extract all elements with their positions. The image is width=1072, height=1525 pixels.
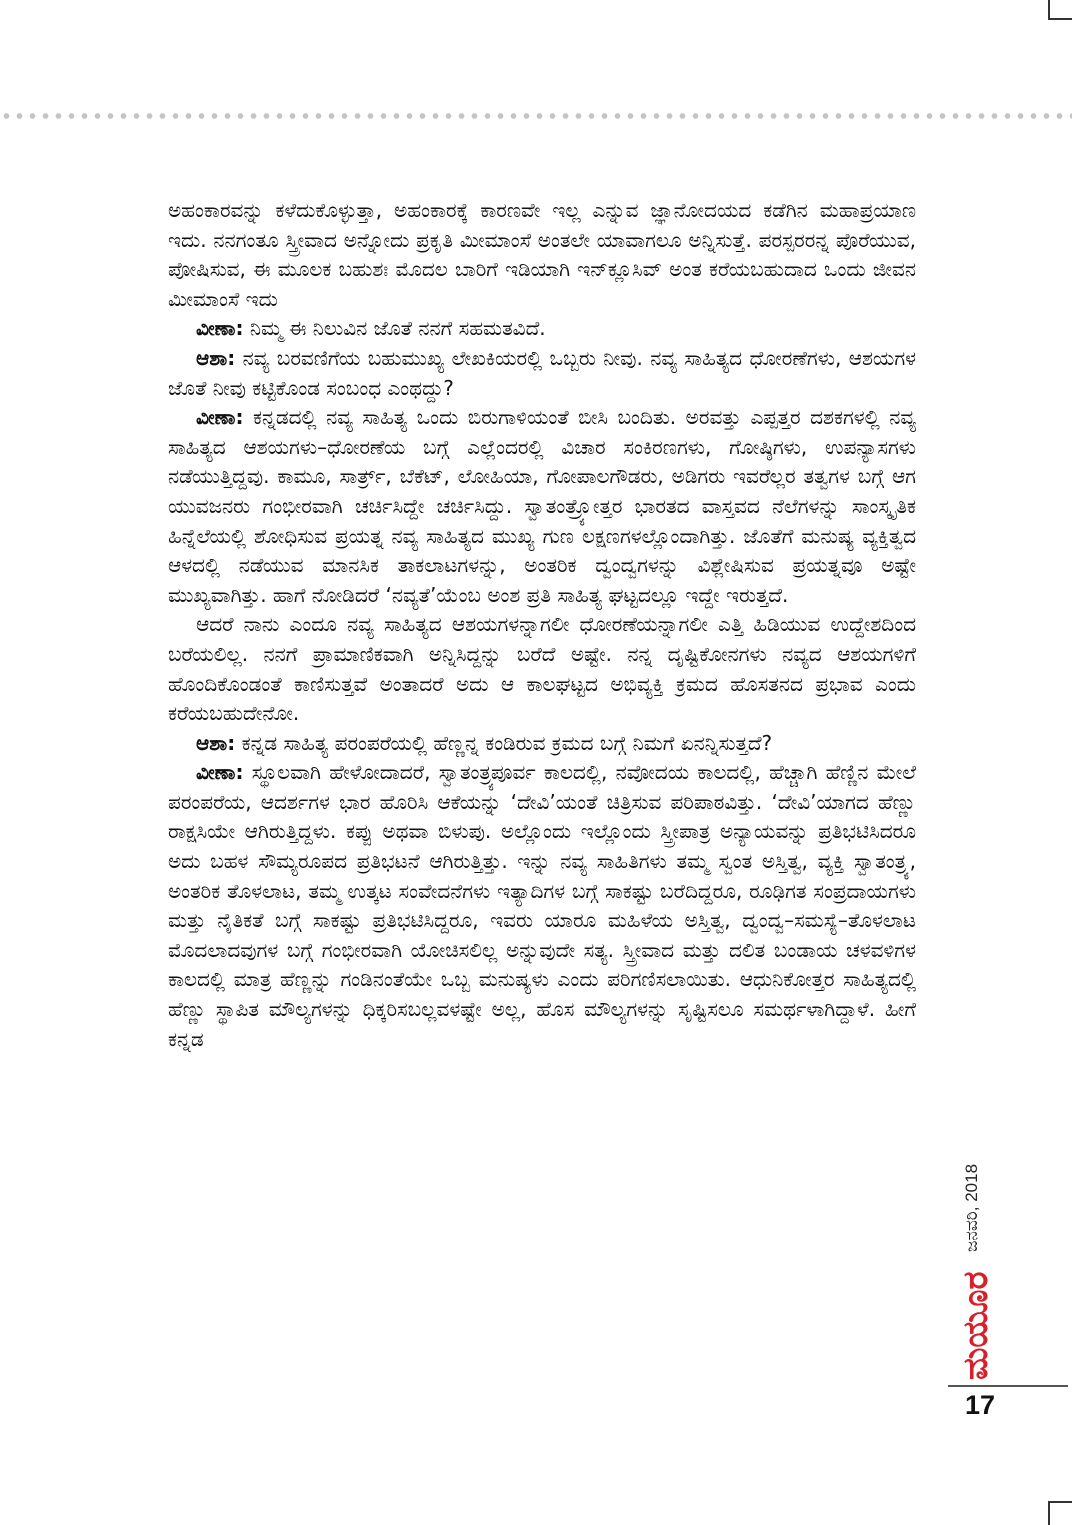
page-number-rule [948, 1385, 1068, 1387]
paragraph [168, 196, 916, 314]
header-dotted-rule [0, 112, 1072, 120]
speaker-label: ವೀಣಾ: [196, 760, 244, 785]
paragraph [168, 729, 916, 759]
paragraph-text: ಸ್ಥೂಲವಾಗಿ ಹೇಳೋದಾದರೆ, ಸ್ವಾತಂತ್ರ್ಯಪೂರ್ವ ಕಾಲದಲ್ಲಿ, ನವೋದಯ ಕಾಲದಲ್ಲಿ, ಹೆಚ್ಚಾಗಿ ಹೆಣ್ಣಿನ ಮೇಲೆ ಪರಂಪರೆಯ, ಆದರ್ಶಗಳ ಭಾರ ಹೊರಿಸಿ ಆಕೆಯನ್ನು ‘ದೇವಿ’ಯಂತೆ ಚಿತ್ರಿಸುವ ಪರಿಪಾಠವಿತ್ತು. ‘ದೇವಿ’ಯಾಗದ ಹೆಣ್ಣು ರಾಕ್ಷಸಿಯೇ ಆಗಿರುತ್ತಿದ್ದಳು. ಕಪ್ಪು ಅಥವಾ ಬಿಳುಪು. ಅಲ್ಲೊಂದು ಇಲ್ಲೊಂದು ಸ್ತ್ರೀಪಾತ್ರ ಅನ್ಯಾಯವನ್ನು ಪ್ರತಿಭಟಿಸಿದರೂ ಅದು ಬಹಳ ಸೌಮ್ಯರೂಪದ ಪ್ರತಿಭಟನೆ ಆಗಿರುತ್ತಿತ್ತು. ಇನ್ನು ನವ್ಯ ಸಾಹಿತಿಗಳು ತಮ್ಮ ಸ್ವಂತ ಅಸ್ತಿತ್ವ, ವ್ಯಕ್ತಿ ಸ್ವಾತಂತ್ರ್ಯ, ಅಂತರಿಕ ತೊಳಲಾಟ, ತಮ್ಮ ಉತ್ಕಟ ಸಂವೇದನೆಗಳು ಇತ್ಯಾದಿಗಳ ಬಗ್ಗೆ ಸಾಕಷ್ಟು ಬರೆದಿದ್ದರೂ, ರೂಢಿಗತ ಸಂಪ್ರದಾಯಗಳು ಮತ್ತು ನೈತಿಕತೆ ಬಗ್ಗೆ ಸಾಕಷ್ಟು ಪ್ರತಿಭಟಿಸಿದ್ದರೂ, ಇವರು ಯಾರೂ ಮಹಿಳೆಯ ಅಸ್ತಿತ್ವ, ದ್ವಂದ್ವ–ಸಮಸ್ಯೆ–ತೊಳಲಾಟ ಮೊದಲಾದವುಗಳ ಬಗ್ಗೆ ಗಂಭೀರವಾಗಿ ಯೋಚಿಸಲಿಲ್ಲ ಅನ್ನುವುದೇ ಸತ್ಯ. ಸ್ತ್ರೀವಾದ ಮತ್ತು ದಲಿತ ಬಂಡಾಯ ಚಳವಳಿಗಳ ಕಾಲದಲ್ಲಿ ಮಾತ್ರ ಹೆಣ್ಣನ್ನು ಗಂಡಿನಂತೆಯೇ ಒಬ್ಬ ಮನುಷ್ಯಳು ಎಂದು ಪರಿಗಣಿಸಲಾಯಿತು. ಆಧುನಿಕೋತ್ತರ ಸಾಹಿತ್ಯದಲ್ಲಿ ಹೆಣ್ಣು ಸ್ಥಾಪಿತ ಮೌಲ್ಯಗಳನ್ನು ಧಿಕ್ಕರಿಸಬಲ್ಲವಳಷ್ಟೇ ಅಲ್ಲ, ಹೊಸ ಮೌಲ್ಯಗಳನ್ನು ಸೃಷ್ಟಿಸಲೂ ಸಮರ್ಥಳಾಗಿದ್ದಾಳೆ. ಹೀಗೆ ಕನ್ನಡ [168, 760, 916, 1051]
paragraph-text: ಅಹಂಕಾರವನ್ನು ಕಳೆದುಕೊಳ್ಳುತ್ತಾ, ಅಹಂಕಾರಕ್ಕೆ ಕಾರಣವೇ ಇಲ್ಲ ಎನ್ನುವ ಜ್ಞಾನೋದಯದ ಕಡೆಗಿನ ಮಹಾಪ್ರಯಾಣ ಇದು. ನನಗಂತೂ ಸ್ತ್ರೀವಾದ ಅನ್ನೋದು ಪ್ರಕೃತಿ ಮೀಮಾಂಸೆ ಅಂತಲೇ ಯಾವಾಗಲೂ ಅನ್ನಿಸುತ್ತೆ. ಪರಸ್ಪರರನ್ನ ಪೊರೆಯುವ, ಪೋಷಿಸುವ, ಈ ಮೂಲಕ ಬಹುಶಃ ಮೊದಲ ಬಾರಿಗೆ ಇಡಿಯಾಗಿ ಇನ್‌ಕ್ಲೂಸಿವ್ ಅಂತ ಕರೆಯಬಹುದಾದ ಒಂದು ಜೀವನ ಮೀಮಾಂಸೆ ಇದು [168, 198, 916, 311]
paragraph-text: ನಿಮ್ಮ ಈ ನಿಲುವಿನ ಜೊತೆ ನನಗೆ ಸಹಮತವಿದೆ. [249, 316, 546, 341]
article-body [168, 196, 916, 1054]
paragraph-text: ಕನ್ನಡ ಸಾಹಿತ್ಯ ಪರಂಪರೆಯಲ್ಲಿ ಹೆಣ್ಣನ್ನ ಕಂಡಿರುವ ಕ್ರಮದ ಬಗ್ಗೆ ನಿಮಗೆ ಏನನ್ನಿಸುತ್ತದೆ? [241, 730, 773, 755]
paragraph [168, 610, 916, 728]
page-number: 17 [965, 1390, 996, 1420]
speaker-label: ಆಶಾ: [196, 345, 236, 370]
paragraph [168, 344, 916, 403]
crop-mark-bottom-right [1048, 1501, 1072, 1525]
speaker-label: ವೀಣಾ: [196, 316, 244, 341]
paragraph-text: ಆದರೆ ನಾನು ಎಂದೂ ನವ್ಯ ಸಾಹಿತ್ಯದ ಆಶಯಗಳನ್ನಾಗಲೀ ಧೋರಣೆಯನ್ನಾಗಲೀ ಎತ್ತಿ ಹಿಡಿಯುವ ಉದ್ದೇಶದಿಂದ ಬರೆಯಲಿಲ್ಲ. ನನಗೆ ಪ್ರಾಮಾಣಿಕವಾಗಿ ಅನ್ನಿಸಿದ್ದನ್ನು ಬರೆದೆ ಅಷ್ಟೇ. ನನ್ನ ದೃಷ್ಟಿಕೋನಗಳು ನವ್ಯದ ಆಶಯಗಳಿಗೆ ಹೊಂದಿಕೊಂಡಂತೆ ಕಾಣಿಸುತ್ತವೆ ಅಂತಾದರೆ ಅದು ಆ ಕಾಲಘಟ್ಟದ ಅಭಿವ್ಯಕ್ತಿ ಕ್ರಮದ ಹೊಸತನದ ಪ್ರಭಾವ ಎಂದು ಕರೆಯಬಹುದೇನೋ. [168, 612, 916, 726]
paragraph [168, 758, 916, 1054]
paragraph-text: ಕನ್ನಡದಲ್ಲಿ ನವ್ಯ ಸಾಹಿತ್ಯ ಒಂದು ಬಿರುಗಾಳಿಯಂತೆ ಬೀಸಿ ಬಂದಿತು. ಅರವತ್ತು ಎಪ್ಪತ್ತರ ದಶಕಗಳಲ್ಲಿ ನವ್ಯ ಸಾಹಿತ್ಯದ ಆಶಯಗಳು–ಧೋರಣೆಯ ಬಗ್ಗೆ ಎಲ್ಲೆಂದರಲ್ಲಿ ವಿಚಾರ ಸಂಕಿರಣಗಳು, ಗೋಷ್ಠಿಗಳು, ಉಪನ್ಯಾಸಗಳು ನಡೆಯುತ್ತಿದ್ದವು. ಕಾಮೂ, ಸಾರ್ತ್ರ್, ಬೆಕೆಟ್, ಲೋಹಿಯಾ, ಗೋಪಾಲಗೌಡರು, ಅಡಿಗರು ಇವರೆಲ್ಲರ ತತ್ವಗಳ ಬಗ್ಗೆ ಆಗ ಯುವಜನರು ಗಂಭೀರವಾಗಿ ಚರ್ಚಿಸಿದ್ದೇ ಚರ್ಚಿಸಿದ್ದು. ಸ್ವಾತಂತ್ರ್ಯೋತ್ತರ ಭಾರತದ ವಾಸ್ತವದ ನೆಲೆಗಳನ್ನು ಸಾಂಸ್ಕೃತಿಕ ಹಿನ್ನೆಲೆಯಲ್ಲಿ ಶೋಧಿಸುವ ಪ್ರಯತ್ನ ನವ್ಯ ಸಾಹಿತ್ಯದ ಮುಖ್ಯ ಗುಣ ಲಕ್ಷಣಗಳಲ್ಲೊಂದಾಗಿತ್ತು. ಜೊತೆಗೆ ಮನುಷ್ಯ ವ್ಯಕ್ತಿತ್ವದ ಆಳದಲ್ಲಿ ನಡೆಯುವ ಮಾನಸಿಕ ತಾಕಲಾಟಗಳನ್ನು, ಅಂತರಿಕ ದ್ವಂದ್ವಗಳನ್ನು ವಿಶ್ಲೇಷಿಸುವ ಪ್ರಯತ್ನವೂ ಅಷ್ಟೇ ಮುಖ್ಯವಾಗಿತ್ತು. ಹಾಗೆ ನೋಡಿದರೆ ‘ನವ್ಯತೆ’ಯೆಂಬ ಅಂಶ ಪ್ರತಿ ಸಾಹಿತ್ಯ ಘಟ್ಟದಲ್ಲೂ ಇದ್ದೇ ಇರುತ್ತದೆ. [168, 405, 916, 607]
paragraph [168, 314, 916, 344]
speaker-label: ಆಶಾ: [196, 730, 236, 755]
magazine-logo-text: ಮಯೂರ [956, 1271, 995, 1380]
magazine-logo-mark [951, 1262, 995, 1382]
paragraph [168, 403, 916, 610]
speaker-label: ವೀಣಾ: [196, 405, 244, 430]
paragraph-text: ನವ್ಯ ಬರವಣಿಗೆಯ ಬಹುಮುಖ್ಯ ಲೇಖಕಿಯರಲ್ಲಿ ಒಬ್ಬರು ನೀವು. ನವ್ಯ ಸಾಹಿತ್ಯದ ಧೋರಣೆಗಳು, ಆಶಯಗಳ ಜೊತೆ ನೀವು ಕಟ್ಟಿಕೊಂಡ ಸಂಬಂಧ ಎಂಥದ್ದು? [168, 345, 917, 400]
magazine-logo [951, 1262, 995, 1382]
crop-mark-top-right [1048, 0, 1072, 20]
issue-date: ಜನವರಿ, 2018 [962, 1163, 981, 1252]
